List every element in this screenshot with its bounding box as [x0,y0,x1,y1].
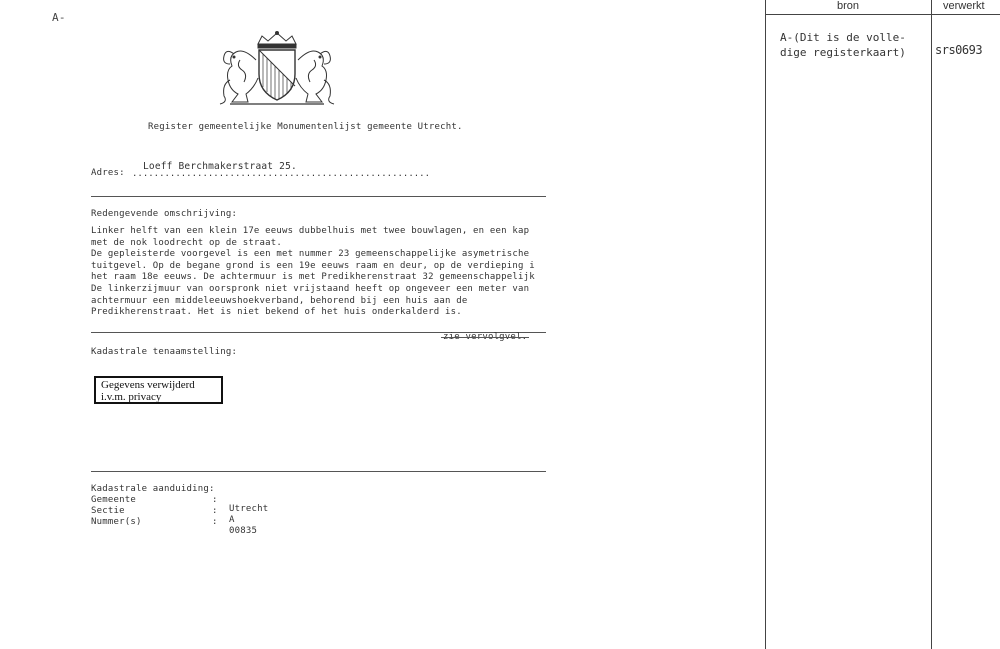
cadastral-value-sectie: A [229,515,235,525]
description-line: tuitgevel. Op de begane grond is een 19e eeuws raam en deur, op de verdieping i [91,260,535,271]
verwerkt-value: srs0693 [935,43,983,57]
page-title: Register gemeentelijke Monumentenlijst gemeente Utrecht. [148,122,463,132]
address-label: Adres: [91,168,125,178]
description-line: het raam 18e eeuws. De achtermuur is met Predikherenstraat 32 gemeenschappelijk [91,272,535,283]
cadastral-colon: : [212,506,218,516]
cadastral-colon: : [212,495,218,505]
panel-column-divider [931,0,932,649]
coat-of-arms-icon [218,30,336,106]
description-line: De gepleisterde voorgevel is een met nummer 23 gemeenschappelijke asymetrische [91,249,530,260]
cadastral-colon: : [212,517,218,527]
bron-note [780,30,906,60]
cadastral-label: Nummer(s) [91,517,142,527]
address-value: Loeff Berchmakerstraat 25. [143,161,297,172]
bron-line: dige registerkaart) [780,46,906,59]
address-dotted-line: ....................................................... [132,169,431,179]
card-letter: A- [52,11,66,24]
panel-header-rule [765,14,1000,15]
description-line: De linkerzijmuur van oorspronk niet vrijstaand heeft op ongeveer een meter van [91,283,530,294]
bron-header: bron [837,0,860,12]
redaction-box: Gegevens verwijderd i.v.m. privacy [94,376,223,404]
continued-note: zie vervolgvel. [443,332,528,342]
verwerkt-header: verwerkt [943,0,985,12]
divider [91,471,546,472]
cadastral-heading: Kadastrale aanduiding: [91,484,215,494]
continued-strike-line [441,337,529,338]
bron-line: A-(Dit is de volle- [780,31,906,44]
description-line: met de nok loodrecht op de straat. [91,237,283,248]
description-heading: Redengevende omschrijving: [91,209,238,219]
cadastral-value-nummers: 00835 [229,526,258,536]
description-line: achtermuur een middeleeuwshoekverband, behorend bij een huis aan de [91,295,468,306]
description-text [91,226,551,319]
cadastral-value-gemeente: Utrecht [229,504,269,514]
panel-border-left [765,0,766,649]
description-line: Linker helft van een klein 17e eeuws dubbelhuis met twee bouwlagen, en een kap [91,226,530,236]
ownership-heading: Kadastrale tenaamstelling: [91,347,238,357]
cadastral-label: Sectie [91,506,125,516]
description-line: Predikherenstraat. Het is niet bekend of het huis onderkalderd is. [91,307,462,318]
cadastral-label: Gemeente [91,495,136,505]
divider [91,196,546,197]
